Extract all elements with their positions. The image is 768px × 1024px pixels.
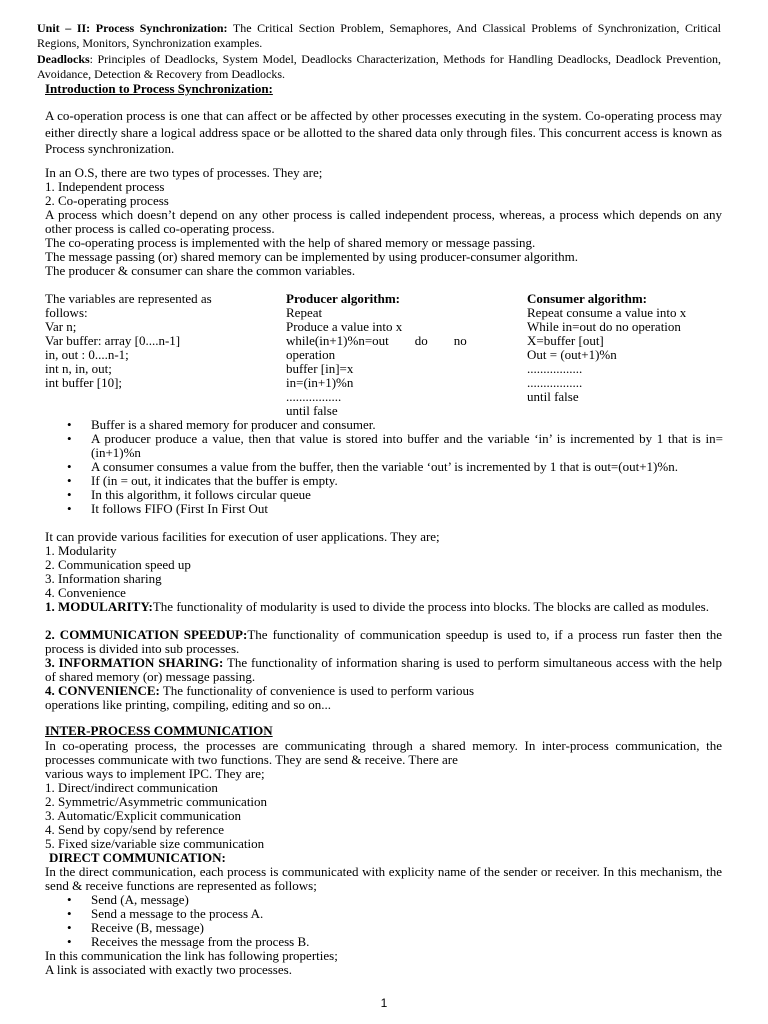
direct-communication-heading: DIRECT COMMUNICATION: bbox=[49, 850, 226, 865]
code-line: The variables are represented as bbox=[45, 291, 212, 306]
facilities-list bbox=[45, 530, 440, 600]
process-types-list bbox=[45, 166, 322, 208]
intro-heading: Introduction to Process Synchronization: bbox=[45, 81, 273, 96]
code-line: Var n; bbox=[45, 319, 77, 334]
list-item: • A producer produce a value, then that value is stored into buffer and the variable ‘in’ is incremented by 1 that is in=(in+1)%n bbox=[67, 431, 723, 460]
text-line: A link is associated with exactly two processes. bbox=[45, 962, 292, 977]
code-line: in=(in+1)%n bbox=[286, 375, 354, 390]
bullet-icon: • bbox=[67, 501, 72, 516]
text-line: 2. Communication speed up bbox=[45, 557, 191, 572]
facility-convenience: 4. CONVENIENCE: The functionality of convenience is used to perform various bbox=[45, 683, 475, 698]
list-item: • Receive (B, message) bbox=[67, 920, 204, 935]
text-line: It can provide various facilities for execution of user applications. They are; bbox=[45, 529, 440, 544]
bullet-icon: • bbox=[67, 934, 72, 949]
ipc-methods-list bbox=[45, 767, 267, 851]
list-item: • A consumer consumes a value from the buffer, then the variable ‘out’ is incremented by 1 that is out=(out+1)%n. bbox=[67, 459, 678, 474]
ipc-heading: INTER-PROCESS COMMUNICATION bbox=[45, 723, 273, 738]
code-line: ................. bbox=[286, 389, 342, 404]
direct-bullet-list bbox=[67, 893, 723, 949]
code-line: Repeat bbox=[286, 305, 323, 320]
text-line: 2. Symmetric/Asymmetric communication bbox=[45, 794, 268, 809]
deadlocks-topics: : Principles of Deadlocks, System Model, Deadlocks Characterization, Methods for Handling Deadlocks, Deadlock Prevention, Avoidance, Detection & Recovery from Deadlocks. bbox=[37, 52, 721, 81]
cooperating-process-lines bbox=[45, 236, 578, 278]
code-line: int buffer [10]; bbox=[45, 375, 123, 390]
list-item: • Send a message to the process A. bbox=[67, 906, 264, 921]
list-item: • Send (A, message) bbox=[67, 892, 189, 907]
code-line: ................. bbox=[527, 361, 583, 376]
producer-title: Producer algorithm: bbox=[286, 291, 400, 306]
bullet-icon: • bbox=[67, 431, 72, 446]
text-line: various ways to implement IPC. They are; bbox=[45, 766, 265, 781]
facility-information-sharing: 3. INFORMATION SHARING: The functionality of information sharing is used to perform simultaneous access with the help of shared memory (or) message passing. bbox=[45, 655, 722, 684]
text-line: 2. Co-operating process bbox=[45, 193, 169, 208]
code-line: in, out : 0....n-1; bbox=[45, 347, 129, 362]
text-line: 1. Direct/indirect communication bbox=[45, 780, 218, 795]
bullet-icon: • bbox=[67, 487, 72, 502]
code-line: ................. bbox=[527, 375, 583, 390]
text-line: The message passing (or) shared memory can be implemented by using producer-consumer algorithm. bbox=[45, 249, 578, 264]
facility-convenience-continued: operations like printing, compiling, editing and so on... bbox=[45, 697, 331, 712]
list-item: • In this algorithm, it follows circular queue bbox=[67, 487, 311, 502]
unit-topics: The Critical Section Problem, Semaphores, And Classical Problems of Synchronization, Critical Regions, Monitors, Synchronization examples. bbox=[37, 21, 721, 50]
producer-algorithm bbox=[286, 292, 496, 418]
unit-label: Unit – II: Process Synchronization: bbox=[37, 21, 228, 35]
text-line: 4. Convenience bbox=[45, 585, 126, 600]
link-properties-lines bbox=[45, 949, 338, 977]
direct-communication-paragraph: In the direct communication, each process is communicated with explicity name of the sender or receiver. In this mechanism, the send & receive functions are represented as follows; bbox=[45, 864, 722, 893]
code-line: Produce a value into x bbox=[286, 319, 403, 334]
code-line: until false bbox=[286, 403, 338, 418]
list-item: • It follows FIFO (First In First Out bbox=[67, 501, 268, 516]
text-line: The producer & consumer can share the common variables. bbox=[45, 263, 356, 278]
consumer-title: Consumer algorithm: bbox=[527, 291, 648, 306]
consumer-algorithm bbox=[527, 292, 727, 404]
code-line: operation bbox=[286, 347, 336, 362]
code-line: while(in+1)%n=out do no bbox=[286, 333, 467, 348]
page-number: 1 bbox=[380, 996, 388, 1010]
bullet-icon: • bbox=[67, 906, 72, 921]
bullet-icon: • bbox=[67, 473, 72, 488]
text-line: In an O.S, there are two types of processes. They are; bbox=[45, 165, 323, 180]
text-line: 5. Fixed size/variable size communication bbox=[45, 836, 265, 851]
bullet-icon: • bbox=[67, 920, 72, 935]
text-line: 4. Send by copy/send by reference bbox=[45, 822, 225, 837]
bullet-icon: • bbox=[67, 459, 72, 474]
unit-header bbox=[37, 21, 721, 51]
independent-process-paragraph: A process which doesn’t depend on any other process is called independent process, whereas, a process which depends on any other process is called co-operating process. bbox=[45, 207, 722, 236]
code-line: While in=out do no operation bbox=[527, 319, 681, 334]
variables-column bbox=[45, 292, 275, 390]
bullet-icon: • bbox=[67, 892, 72, 907]
list-item: • If (in = out, it indicates that the buffer is empty. bbox=[67, 473, 338, 488]
code-line: Var buffer: array [0....n-1] bbox=[45, 333, 181, 348]
code-line: int n, in, out; bbox=[45, 361, 112, 376]
text-line: In this communication the link has following properties; bbox=[45, 948, 338, 963]
intro-paragraph: A co-operation process is one that can affect or be affected by other processes executing in the system. Co-operating process may either directly share a logical address space or be allotted to the shared data only through files. This concurrent access is known as Process synchronization. bbox=[45, 108, 722, 156]
text-line: 3. Automatic/Explicit communication bbox=[45, 808, 242, 823]
facility-speedup: 2. COMMUNICATION SPEEDUP:The functionality of communication speedup is used to, if a process run faster then the process is divided into sub processes. bbox=[45, 627, 722, 656]
code-line: follows: bbox=[45, 305, 88, 320]
facility-modularity: 1. MODULARITY:The functionality of modularity is used to divide the process into blocks. The blocks are called as modules. bbox=[45, 599, 709, 614]
code-line: X=buffer [out] bbox=[527, 333, 604, 348]
deadlocks-label: Deadlocks bbox=[37, 52, 90, 66]
text-line: 1. Modularity bbox=[45, 543, 117, 558]
text-line: 1. Independent process bbox=[45, 179, 165, 194]
code-line: buffer [in]=x bbox=[286, 361, 354, 376]
text-line: 3. Information sharing bbox=[45, 571, 162, 586]
list-item: • Receives the message from the process B. bbox=[67, 934, 310, 949]
buffer-bullet-list bbox=[67, 418, 723, 516]
deadlocks-header bbox=[37, 52, 721, 82]
ipc-paragraph: In co-operating process, the processes are communicating through a shared memory. In inter-process communication, the processes communicate with two functions. They are send & receive. There are bbox=[45, 738, 722, 767]
code-line: Out = (out+1)%n bbox=[527, 347, 617, 362]
code-line: until false bbox=[527, 389, 579, 404]
code-line: Repeat consume a value into x bbox=[527, 305, 687, 320]
text-line: The co-operating process is implemented with the help of shared memory or message passing. bbox=[45, 235, 536, 250]
list-item: • Buffer is a shared memory for producer and consumer. bbox=[67, 417, 376, 432]
bullet-icon: • bbox=[67, 417, 72, 432]
